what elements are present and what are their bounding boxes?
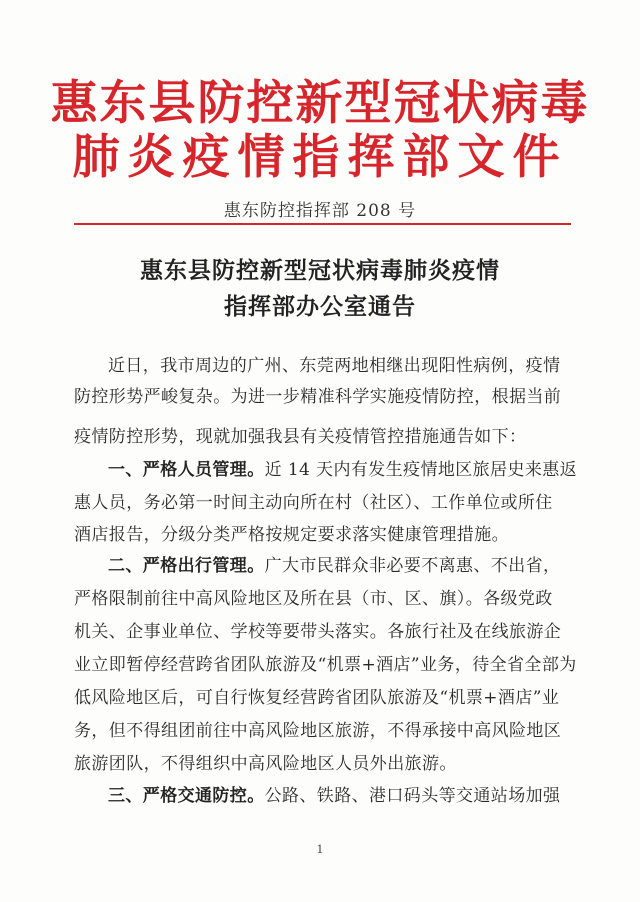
body-line — [74, 752, 568, 776]
red-divider-line — [74, 223, 571, 225]
body-line — [108, 554, 568, 578]
section-heading: 一、严格人员管理。 — [108, 460, 265, 480]
body-line — [74, 385, 568, 409]
body-text: 务，但不得组团前往中高风险地区旅游，不得承接中高风险地区 — [74, 721, 562, 741]
section-heading: 二、严格出行管理。 — [108, 556, 265, 576]
body-text: 业立即暂停经营跨省团队旅游及“机票+酒店”业务，待全省全部为 — [74, 655, 577, 675]
body-line — [74, 491, 568, 515]
body-text: 低风险地区后，可自行恢复经营跨省团队旅游及“机票+酒店”业 — [74, 688, 560, 708]
body-line — [74, 523, 568, 547]
body-line — [74, 719, 568, 743]
body-text: 近日，我市周边的广州、东莞两地相继出现阳性病例，疫情 — [108, 356, 561, 376]
body-text: 防控形势严峻复杂。为进一步精准科学实施疫情防控，根据当前 — [74, 387, 562, 407]
body-line — [74, 425, 568, 449]
body-line — [108, 458, 578, 482]
document-number: 惠东防控指挥部 208 号 — [223, 201, 417, 221]
page-number: 1 — [316, 843, 324, 856]
body-line — [74, 653, 577, 677]
body-line — [74, 686, 568, 710]
body-text: 旅游团队，不得组织中高风险地区人员外出旅游。 — [74, 754, 457, 774]
body-line — [108, 784, 568, 808]
body-text: 严格限制前往中高风险地区及所在县（市、区、旗）。各级党政 — [74, 589, 553, 609]
body-line — [108, 354, 568, 378]
body-text: 酒店报告，分级分类严格按规定要求落实健康管理措施。 — [74, 525, 509, 545]
body-text: 机关、企事业单位、学校等要带头落实。各旅行社及在线旅游企 — [74, 622, 562, 642]
body-text: 广大市民群众非必要不离惠、不出省， — [264, 556, 561, 576]
body-line — [74, 620, 568, 644]
document-red-header-line1: 惠东县防控新型冠状病毒 — [50, 76, 590, 131]
document-red-header-line2: 肺炎疫情指挥部文件 — [72, 130, 568, 185]
notice-title-line1: 惠东县防控新型冠状病毒肺炎疫情 — [140, 257, 500, 284]
body-text: 近 14 天内有发生疫情地区旅居史来惠返 — [264, 460, 578, 480]
section-heading: 三、严格交通防控。 — [108, 786, 265, 806]
body-text: 疫情防控形势，现就加强我县有关疫情管控措施通告如下： — [74, 427, 527, 447]
body-text: 惠人员，务必第一时间主动向所在村（社区）、工作单位或所住 — [74, 493, 553, 513]
body-line — [74, 587, 568, 611]
body-text: 公路、铁路、港口码头等交通站场加强 — [264, 786, 561, 806]
notice-title-line2: 指挥部办公室通告 — [224, 293, 416, 320]
